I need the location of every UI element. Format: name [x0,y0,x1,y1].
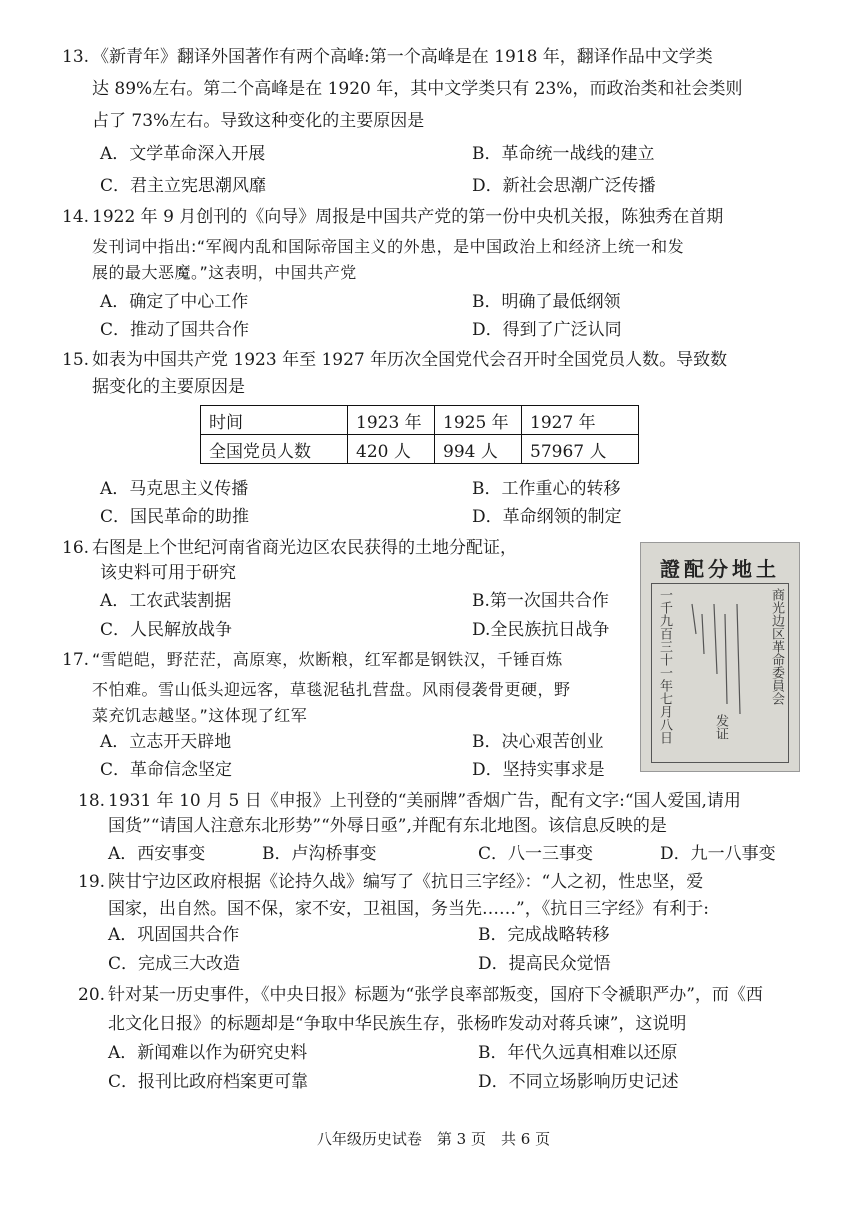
table-row [201,435,639,464]
option-d[interactable]: D．得到了广泛认同 [472,320,622,340]
option-c[interactable]: C．革命信念坚定 [100,760,233,780]
table-row [201,406,639,435]
option-d[interactable]: D.全民族抗日战争 [472,620,610,640]
question-text: 菜充饥志越坚。”这体现了红军 [92,706,308,725]
option-a[interactable]: A．西安事变 [108,844,206,864]
question-text: 达 89%左右。第二个高峰是在 1920 年，其中文学类只有 23%，而政治类和社会类则 [92,79,743,99]
party-member-table [200,405,639,464]
option-a[interactable]: A．确定了中心工作 [100,292,249,312]
question-number: 18. [78,791,106,811]
table-header-cell: 1927 年 [522,406,639,435]
question-text: 该史料可用于研究 [100,563,236,583]
option-a[interactable]: A．工农武装割据 [100,591,232,611]
question-text: 1931 年 10 月 5 日《申报》上刊登的“美丽牌”香烟广告，配有文字:“国人爱国,请用 [108,791,741,811]
option-c[interactable]: C．国民革命的助推 [100,507,250,527]
table-cell: 994 人 [435,435,522,464]
option-a[interactable]: A．巩固国共合作 [108,925,240,945]
certificate-title: 證配分地土 [660,557,780,581]
table-cell: 420 人 [348,435,435,464]
table-header-cell: 时间 [201,406,348,435]
question-text: 发刊词中指出:“军阀内乱和国际帝国主义的外患，是中国政治上和经济上统一和发 [92,237,685,256]
handwriting-marks [652,584,788,762]
table-header-cell: 1925 年 [435,406,522,435]
option-a[interactable]: A．马克思主义传播 [100,479,249,499]
option-d[interactable]: D．新社会思潮广泛传播 [472,176,656,196]
certificate-stamp-text: 发证 [713,714,728,740]
option-b[interactable]: B．决心艰苦创业 [472,732,604,752]
option-d[interactable]: D．革命纲领的制定 [472,507,622,527]
question-number: 16. [62,538,90,558]
option-d[interactable]: D．提高民众觉悟 [478,954,611,974]
question-number: 14. [62,207,90,227]
question-text: 1922 年 9 月创刊的《向导》周报是中国共产党的第一份中央机关报，陈独秀在首期 [92,207,724,227]
option-b[interactable]: B．革命统一战线的建立 [472,144,655,164]
question-number: 13. [62,47,90,67]
question-number: 15. [62,350,90,370]
question-text: “雪皑皑，野茫茫，高原寒，炊断粮，红军都是钢铁汉，千锤百炼 [92,650,563,669]
page-footer: 八年级历史试卷 第 3 页 共 6 页 [316,1130,551,1148]
table-cell: 全国党员人数 [201,435,348,464]
option-b[interactable]: B.第一次国共合作 [472,591,609,611]
question-text: 右图是上个世纪河南省商光边区农民获得的土地分配证， [92,538,517,558]
question-text: 《新青年》翻译外国著作有两个高峰:第一个高峰是在 1918 年，翻译作品中文学类 [92,47,713,67]
option-d[interactable]: D．不同立场影响历史记述 [478,1072,679,1092]
option-b[interactable]: B．明确了最低纲领 [472,292,621,312]
option-b[interactable]: B．完成战略转移 [478,925,610,945]
question-text: 展的最大恶魔。”这表明，中国共产党 [92,263,357,282]
question-text: 据变化的主要原因是 [92,377,245,397]
table-header-cell: 1923 年 [348,406,435,435]
option-c[interactable]: C．人民解放战争 [100,620,233,640]
option-d[interactable]: D．九一八事变 [660,844,776,864]
option-c[interactable]: C．推动了国共合作 [100,320,250,340]
option-a[interactable]: A．立志开天辟地 [100,732,232,752]
question-text: 北文化日报》的标题却是“争取中华民族生存，张杨昨发动对蒋兵谏”，这说明 [108,1014,687,1034]
option-b[interactable]: B．卢沟桥事变 [262,844,377,864]
option-a[interactable]: A．新闻难以作为研究史料 [108,1043,308,1063]
question-text: 国货”“请国人注意东北形势”“外辱日亟”,并配有东北地图。该信息反映的是 [108,816,667,836]
land-certificate-image [640,542,800,772]
option-c[interactable]: C．完成三大改造 [108,954,241,974]
question-text: 占了 73%左右。导致这种变化的主要原因是 [92,111,425,131]
question-text: 针对某一历史事件，《中央日报》标题为“张学良率部叛变，国府下令褫职严办”，而《西 [108,985,763,1005]
certificate-issuer: 商光边区革命委員会 [769,588,784,705]
question-text: 如表为中国共产党 1923 年至 1927 年历次全国党代会召开时全国党员人数。导致数 [92,350,728,370]
certificate-date: 一千九百三十一年七月八日 [657,588,672,744]
question-number: 17. [62,650,90,670]
option-c[interactable]: C．君主立宪思潮风靡 [100,176,267,196]
question-text: 国家，出自然。国不保，家不安，卫祖国，务当先……”，《抗日三字经》有利于: [108,899,709,919]
option-c[interactable]: C．报刊比政府档案更可靠 [108,1072,309,1092]
option-b[interactable]: B．年代久远真相难以还原 [478,1043,678,1063]
table-cell: 57967 人 [522,435,639,464]
question-text: 不怕难。雪山低头迎远客，草毯泥毡扎营盘。风雨侵袭骨更硬，野 [92,680,571,699]
option-b[interactable]: B．工作重心的转移 [472,479,621,499]
option-d[interactable]: D．坚持实事求是 [472,760,605,780]
option-a[interactable]: A．文学革命深入开展 [100,144,266,164]
question-text: 陕甘宁边区政府根据《论持久战》编写了《抗日三字经》：“人之初，性忠坚，爱 [108,872,704,892]
question-number: 20. [78,985,106,1005]
question-number: 19. [78,872,106,892]
certificate-body [651,583,789,763]
option-c[interactable]: C．八一三事变 [478,844,594,864]
